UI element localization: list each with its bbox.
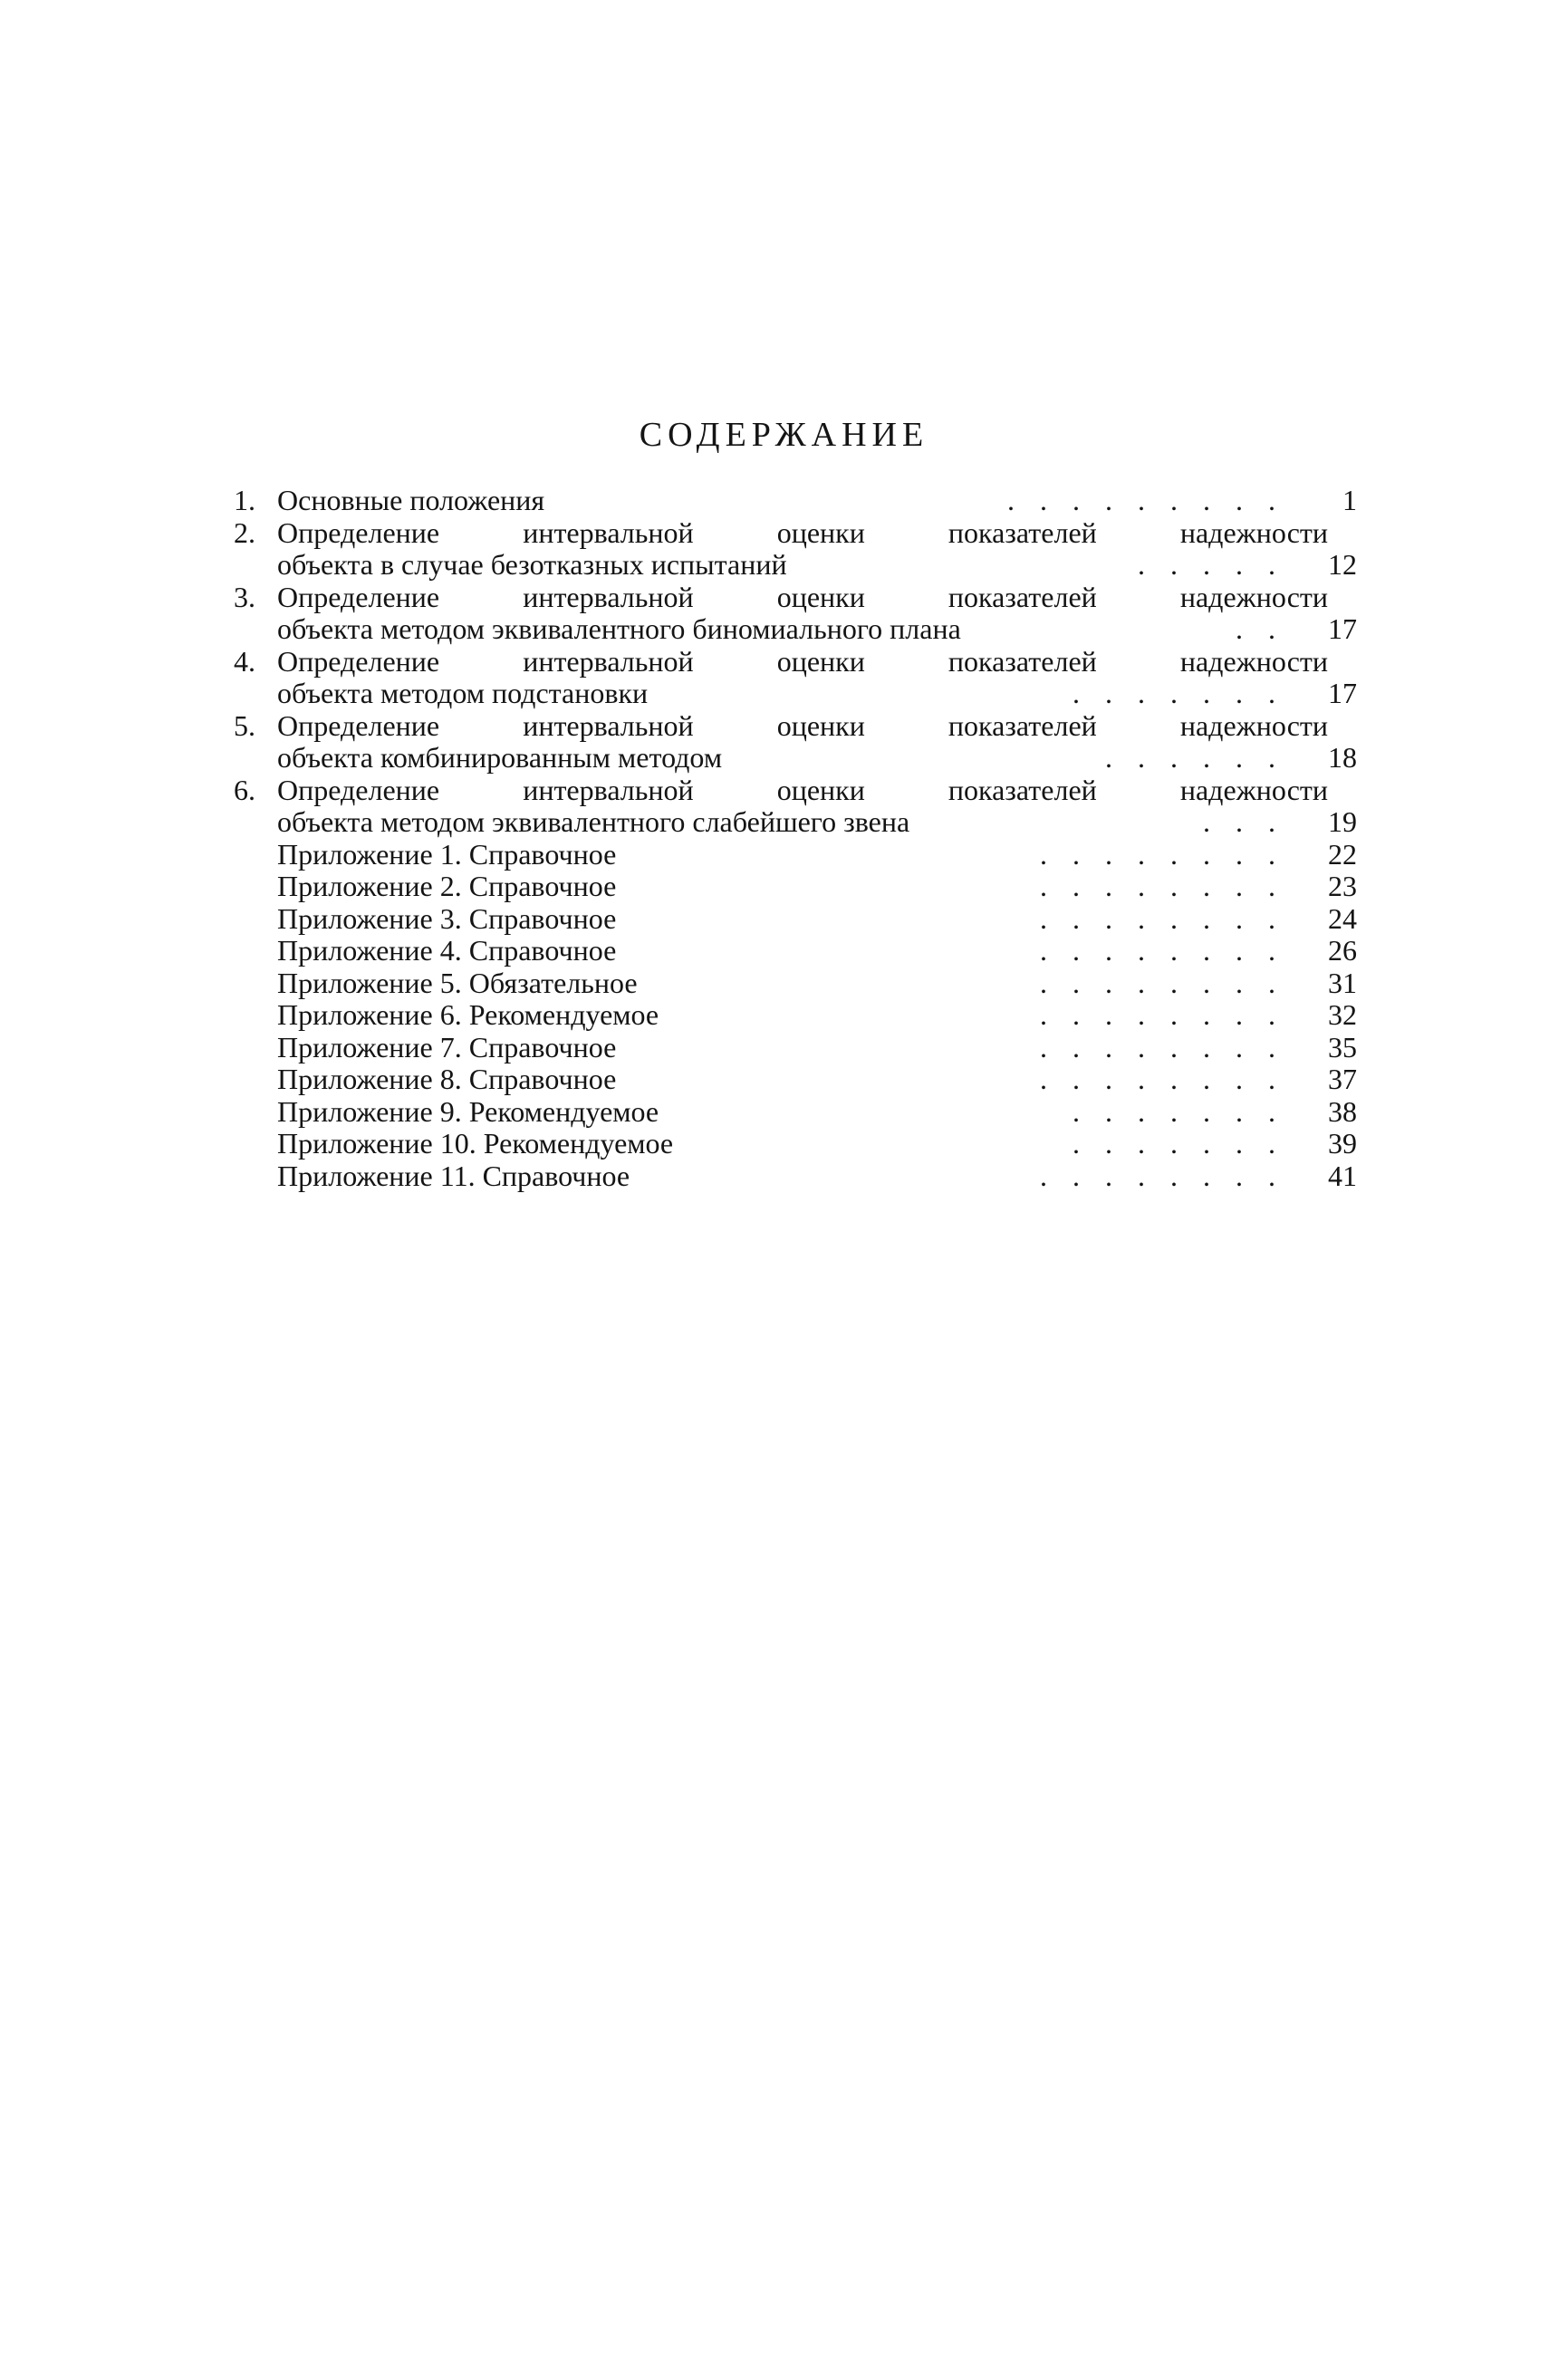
toc-entry-1[interactable] — [234, 485, 1357, 517]
toc-entry-line — [234, 710, 1357, 743]
toc-entry-number: 4. — [234, 644, 255, 678]
toc-entry-line — [234, 967, 1357, 1000]
toc-page-number: 38 — [1328, 1094, 1357, 1128]
appendix-label: Приложение 6. Рекомендуемое — [277, 998, 659, 1031]
toc-entry-number: 3. — [234, 580, 255, 613]
toc-entry-number: 2. — [234, 515, 255, 549]
toc-entry-text-continued: объекта в случае безотказных испытаний — [277, 548, 787, 581]
toc-entry-text-continued: объекта методом эквивалентного биномиального плана — [277, 612, 961, 645]
toc-page-number: 35 — [1328, 1030, 1357, 1064]
toc-entry-line — [234, 517, 1357, 550]
toc-entry-6[interactable] — [234, 775, 1357, 839]
toc-entry-line — [234, 678, 1357, 710]
table-of-contents — [234, 485, 1357, 1192]
appendix-label: Приложение 11. Справочное — [277, 1159, 630, 1192]
toc-entry-line — [234, 871, 1357, 903]
appendix-label: Приложение 7. Справочное — [277, 1030, 617, 1064]
toc-page-number: 32 — [1328, 998, 1357, 1031]
leader-dots: .. — [1236, 612, 1301, 645]
toc-entry-text: Определение интервальной оценки показателей надежности — [277, 581, 1328, 613]
toc-appendix-3[interactable] — [234, 903, 1357, 936]
toc-entry-4[interactable] — [234, 646, 1357, 710]
toc-appendix-10[interactable] — [234, 1128, 1357, 1160]
toc-page-number: 22 — [1328, 837, 1357, 871]
toc-entry-3[interactable] — [234, 582, 1357, 646]
appendix-label: Приложение 5. Обязательное — [277, 966, 638, 999]
appendix-label: Приложение 4. Справочное — [277, 934, 617, 967]
toc-entry-line — [234, 742, 1357, 775]
toc-appendix-7[interactable] — [234, 1032, 1357, 1064]
toc-entry-number: 1. — [234, 484, 255, 516]
leader-dots: ....... — [1073, 1094, 1301, 1128]
appendix-label: Приложение 3. Справочное — [277, 901, 617, 935]
leader-dots: ........ — [1040, 998, 1301, 1031]
leader-dots: ........ — [1040, 870, 1301, 902]
toc-entry-text: Определение интервальной оценки показателей надежности — [277, 645, 1328, 678]
appendix-label: Приложение 9. Рекомендуемое — [277, 1094, 659, 1128]
appendix-label: Приложение 1. Справочное — [277, 837, 617, 871]
toc-entry-text-continued: объекта комбинированным методом — [277, 741, 723, 774]
toc-page-number: 18 — [1328, 741, 1357, 774]
toc-entry-line — [234, 485, 1357, 517]
leader-dots: ........ — [1040, 837, 1301, 871]
leader-dots: ........ — [1040, 1159, 1301, 1192]
toc-entry-line — [234, 1128, 1357, 1160]
toc-page-number: 23 — [1328, 870, 1357, 902]
toc-appendix-2[interactable] — [234, 871, 1357, 903]
toc-entry-text-continued: объекта методом эквивалентного слабейшего звена — [277, 805, 910, 838]
toc-entry-line — [234, 839, 1357, 871]
toc-page-number: 39 — [1328, 1127, 1357, 1160]
toc-entry-5[interactable] — [234, 710, 1357, 775]
toc-entry-number: 6. — [234, 773, 255, 806]
toc-page-number: 12 — [1328, 548, 1357, 581]
leader-dots: ..... — [1138, 548, 1301, 581]
toc-page-number: 1 — [1342, 484, 1357, 516]
leader-dots: ........ — [1040, 934, 1301, 967]
leader-dots: ........ — [1040, 1063, 1301, 1095]
page-title: СОДЕРЖАНИЕ — [639, 416, 929, 454]
toc-entry-text-continued: объекта методом подстановки — [277, 677, 649, 709]
leader-dots: ... — [1203, 805, 1301, 838]
toc-entry-line — [234, 903, 1357, 936]
toc-appendix-11[interactable] — [234, 1160, 1357, 1193]
toc-entry-text: Определение интервальной оценки показателей надежности — [277, 774, 1328, 806]
toc-page-number: 26 — [1328, 934, 1357, 967]
toc-entry-line — [234, 1096, 1357, 1129]
toc-appendix-1[interactable] — [234, 839, 1357, 871]
toc-entry-line — [234, 646, 1357, 679]
toc-entry-text: Основные положения — [277, 484, 545, 516]
leader-dots: ........ — [1040, 1030, 1301, 1064]
toc-entry-2[interactable] — [234, 517, 1357, 582]
toc-entry-line — [234, 775, 1357, 807]
toc-entry-text: Определение интервальной оценки показателей надежности — [277, 709, 1328, 742]
toc-entry-line — [234, 582, 1357, 614]
toc-page-number: 17 — [1328, 612, 1357, 645]
leader-dots: ....... — [1073, 1127, 1301, 1160]
toc-appendix-5[interactable] — [234, 967, 1357, 1000]
toc-entry-line — [234, 999, 1357, 1032]
toc-page-number: 17 — [1328, 677, 1357, 709]
leader-dots: ....... — [1073, 677, 1301, 709]
toc-entry-line — [234, 1064, 1357, 1096]
toc-entry-line — [234, 806, 1357, 839]
toc-entry-text: Определение интервальной оценки показателей надежности — [277, 516, 1328, 549]
toc-entry-number: 5. — [234, 708, 255, 742]
toc-entry-line — [234, 549, 1357, 582]
toc-appendix-4[interactable] — [234, 935, 1357, 967]
toc-appendix-6[interactable] — [234, 999, 1357, 1032]
leader-dots: ........ — [1040, 901, 1301, 935]
toc-entry-line — [234, 1032, 1357, 1064]
toc-page-number: 19 — [1328, 805, 1357, 838]
toc-page-number: 41 — [1328, 1159, 1357, 1192]
appendix-label: Приложение 10. Рекомендуемое — [277, 1127, 674, 1160]
toc-appendix-8[interactable] — [234, 1064, 1357, 1096]
toc-entry-line — [234, 935, 1357, 967]
leader-dots: ...... — [1105, 741, 1301, 774]
toc-appendix-9[interactable] — [234, 1096, 1357, 1129]
appendix-label: Приложение 2. Справочное — [277, 870, 617, 902]
appendix-label: Приложение 8. Справочное — [277, 1063, 617, 1095]
toc-entry-line — [234, 613, 1357, 646]
toc-page-number: 24 — [1328, 901, 1357, 935]
leader-dots: ........ — [1040, 966, 1301, 999]
toc-entry-line — [234, 1160, 1357, 1193]
leader-dots: ......... — [1007, 484, 1301, 516]
toc-page-number: 37 — [1328, 1063, 1357, 1095]
toc-page-number: 31 — [1328, 966, 1357, 999]
